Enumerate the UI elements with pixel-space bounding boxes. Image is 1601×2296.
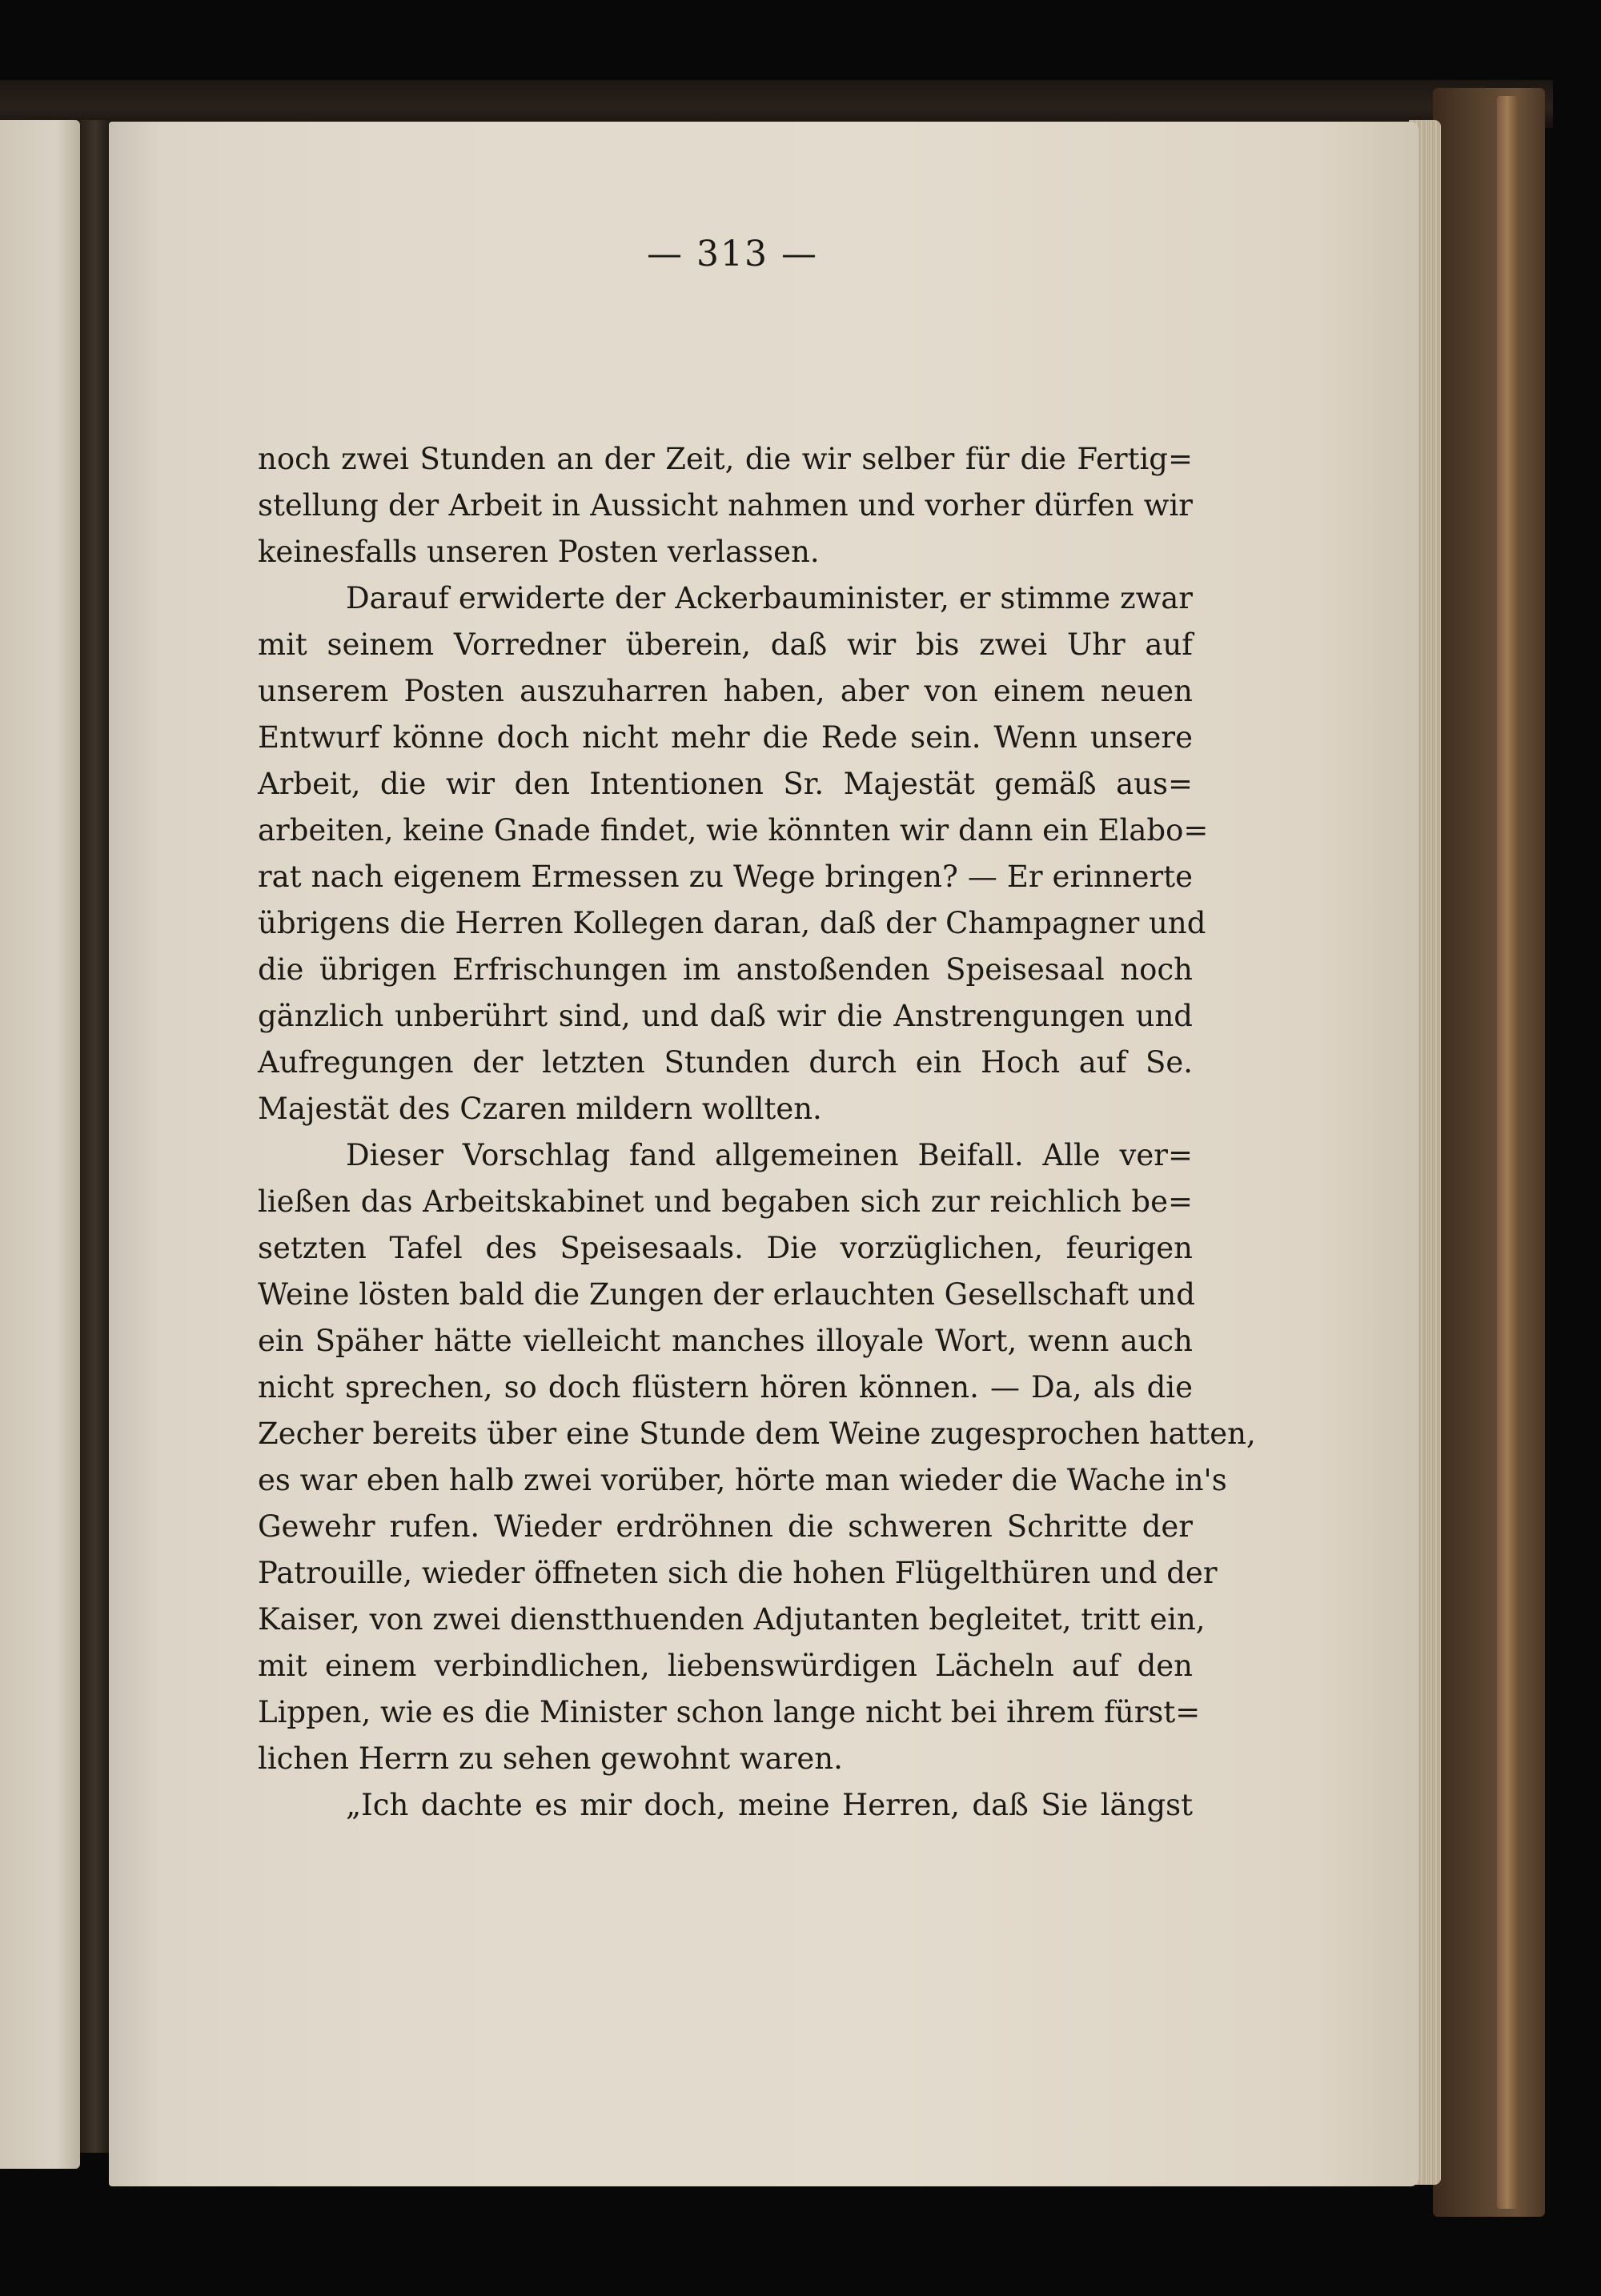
text-line: Zecher bereits über eine Stunde dem Weine zugesprochen hatten, <box>258 1416 1256 1451</box>
text-line: Dieser Vorschlag fand allgemeinen Beifall. Alle ver= <box>346 1138 1193 1172</box>
previous-page-edge <box>0 120 80 2169</box>
text-line: keinesfalls unseren Posten verlassen. <box>258 535 820 569</box>
text-line: gänzlich unberührt sind, und daß wir die Anstrengungen und <box>258 999 1193 1033</box>
text-line: mit seinem Vorredner überein, daß wir bis zwei Uhr auf <box>258 627 1193 662</box>
page-text <box>258 436 1256 1829</box>
book-cover-edge <box>1497 96 1518 2209</box>
text-line: unserem Posten auszuharren haben, aber von einem neuen <box>258 674 1193 708</box>
page-number: — 313 — <box>647 234 818 274</box>
book-cover <box>1433 88 1545 2217</box>
text-line: Patrouille, wieder öffneten sich die hohen Flügelthüren und der <box>258 1556 1218 1590</box>
text-line: arbeiten, keine Gnade findet, wie könnten wir dann ein Elabo= <box>258 813 1209 847</box>
text-line: noch zwei Stunden an der Zeit, die wir selber für die Fertig= <box>258 442 1193 476</box>
text-line: Gewehr rufen. Wieder erdröhnen die schweren Schritte der <box>258 1509 1193 1544</box>
text-line: lichen Herrn zu sehen gewohnt waren. <box>258 1741 843 1776</box>
text-line: die übrigen Erfrischungen im anstoßenden Speisesaal noch <box>258 952 1193 987</box>
text-line: nicht sprechen, so doch flüstern hören können. — Da, als die <box>258 1370 1193 1404</box>
text-line: „Ich dachte es mir doch, meine Herren, daß Sie längst <box>346 1788 1193 1822</box>
text-line: Lippen, wie es die Minister schon lange nicht bei ihrem fürst= <box>258 1695 1201 1729</box>
text-line: Aufregungen der letzten Stunden durch ein Hoch auf Se. <box>258 1045 1193 1080</box>
text-line: stellung der Arbeit in Aussicht nahmen und vorher dürfen wir <box>258 488 1193 523</box>
text-line: Entwurf könne doch nicht mehr die Rede sein. Wenn unsere <box>258 720 1193 755</box>
text-line: übrigens die Herren Kollegen daran, daß der Champagner und <box>258 906 1206 940</box>
text-line: Majestät des Czaren mildern wollten. <box>258 1092 822 1126</box>
text-line: setzten Tafel des Speisesaals. Die vorzüglichen, feurigen <box>258 1231 1193 1265</box>
book-gutter <box>80 120 110 2153</box>
text-line: Kaiser, von zwei dienstthuenden Adjutanten begleitet, tritt ein, <box>258 1602 1206 1637</box>
text-line: mit einem verbindlichen, liebenswürdigen Lächeln auf den <box>258 1649 1193 1683</box>
text-line: ließen das Arbeitskabinet und begaben sich zur reichlich be= <box>258 1184 1193 1219</box>
text-line: Weine lösten bald die Zungen der erlauchten Gesellschaft und <box>258 1277 1195 1312</box>
book-binding-top <box>0 80 1553 128</box>
text-line: es war eben halb zwei vorüber, hörte man wieder die Wache in's <box>258 1463 1227 1497</box>
text-line: rat nach eigenem Ermessen zu Wege bringen? — Er erinnerte <box>258 859 1193 894</box>
text-line: ein Späher hätte vielleicht manches illoyale Wort, wenn auch <box>258 1324 1193 1358</box>
text-line: Darauf erwiderte der Ackerbauminister, er stimme zwar <box>346 581 1193 615</box>
text-line: Arbeit, die wir den Intentionen Sr. Majestät gemäß aus= <box>258 767 1193 801</box>
